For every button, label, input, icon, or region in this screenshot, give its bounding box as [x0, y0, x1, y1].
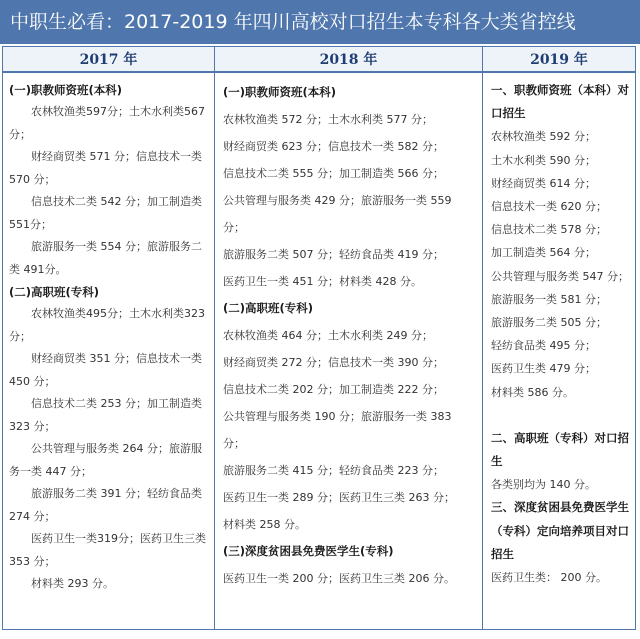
page-title: 中职生必看：2017-2019 年四川高校对口招生本专科各大类省控线: [0, 0, 640, 44]
score-entry: 各类别均为 140 分。: [491, 478, 596, 492]
score-entry: 财经商贸类 623 分；信息技术一类 582 分；: [223, 140, 444, 153]
score-entry: 医药卫生一类319分；医药卫生三类 353 分；: [9, 532, 206, 568]
column-2018: [215, 47, 483, 629]
score-entry: 农林牧渔类 572 分；土木水利类 577 分；: [223, 113, 433, 126]
score-entry: 旅游服务一类 581 分；: [491, 292, 607, 306]
score-entry: 材料类 586 分。: [491, 385, 574, 399]
score-entry: 信息技术二类 555 分；加工制造类 566 分；: [223, 167, 444, 180]
column-body-2018: [215, 73, 482, 629]
score-entry: 医药卫生一类 200 分；医药卫生三类 206 分。: [223, 572, 455, 585]
section-title: (二)高职班(专科): [223, 301, 314, 315]
score-entry: 旅游服务二类 507 分；轻纺食品类 419 分；: [223, 248, 444, 261]
score-entry: 旅游服务二类 391 分；轻纺食品类 274 分；: [9, 487, 202, 523]
score-table: [2, 46, 636, 630]
section-title: 三、深度贫困县免费医学生（专科）定向培养项目对口招生: [491, 500, 629, 561]
score-entry: 信息技术二类 253 分；加工制造类 323 分；: [9, 397, 202, 433]
score-entry: 信息技术二类 578 分；: [491, 223, 607, 237]
column-header-2018: 2018 年: [215, 47, 482, 73]
column-2017: [3, 47, 215, 629]
score-entry: 公共管理与服务类 190 分；旅游服务一类 383 分；: [223, 410, 452, 450]
score-entry: 旅游服务一类 554 分；旅游服务二类 491分。: [9, 240, 202, 276]
score-entry: 信息技术一类 620 分；: [491, 200, 607, 214]
section-title: (二)高职班(专科): [9, 285, 100, 299]
score-entry: 信息技术二类 202 分；加工制造类 222 分；: [223, 383, 444, 396]
score-entry: 公共管理与服务类 429 分；旅游服务一类 559 分；: [223, 194, 452, 234]
section-title: 二、高职班（专科）对口招生: [491, 430, 629, 469]
score-entry: 农林牧渔类 464 分；土木水利类 249 分；: [223, 329, 433, 342]
score-entry: 材料类 293 分。: [31, 577, 114, 590]
section-title: (三)深度贫困县免费医学生(专科): [223, 544, 394, 558]
score-entry: 财经商贸类 571 分；信息技术一类 570 分；: [9, 150, 202, 186]
score-entry: 公共管理与服务类 547 分；: [491, 269, 629, 283]
section-title: (一)职教师资班(本科): [9, 83, 123, 97]
column-header-2019: 2019 年: [483, 47, 635, 73]
score-entry: 医药卫生一类 451 分；材料类 428 分。: [223, 275, 422, 288]
spacer: [491, 404, 629, 427]
score-entry: 医药卫生类 479 分；: [491, 362, 596, 376]
section-title: 一、职教师资班（本科）对口招生: [491, 83, 629, 121]
column-body-2019: [483, 73, 635, 629]
score-entry: 财经商贸类 614 分；: [491, 176, 596, 190]
score-entry: 医药卫生类： 200 分。: [491, 571, 607, 585]
score-entry: 财经商贸类 351 分；信息技术一类 450 分；: [9, 352, 202, 388]
score-entry: 财经商贸类 272 分；信息技术一类 390 分；: [223, 356, 444, 369]
column-body-2017: [3, 73, 214, 629]
score-entry: 医药卫生一类 289 分；医药卫生三类 263 分；: [223, 491, 455, 504]
score-entry: 旅游服务二类 505 分；: [491, 316, 607, 330]
column-2019: [483, 47, 635, 629]
score-entry: 公共管理与服务类 264 分；旅游服务一类 447 分；: [9, 442, 202, 478]
score-entry: 旅游服务二类 415 分；轻纺食品类 223 分；: [223, 464, 444, 477]
score-entry: 信息技术二类 542 分；加工制造类 551分；: [9, 195, 202, 231]
score-entry: 农林牧渔类597分；土木水利类567分；: [9, 105, 205, 141]
section-title: (一)职教师资班(本科): [223, 85, 337, 99]
score-entry: 轻纺食品类 495 分；: [491, 339, 596, 353]
score-entry: 农林牧渔类 592 分；: [491, 130, 596, 144]
column-header-2017: 2017 年: [3, 47, 214, 73]
score-entry: 加工制造类 564 分；: [491, 246, 596, 260]
score-entry: 材料类 258 分。: [223, 518, 306, 531]
score-entry: 农林牧渔类495分；土木水利类323分；: [9, 307, 205, 343]
score-entry: 土木水利类 590 分；: [491, 153, 596, 167]
